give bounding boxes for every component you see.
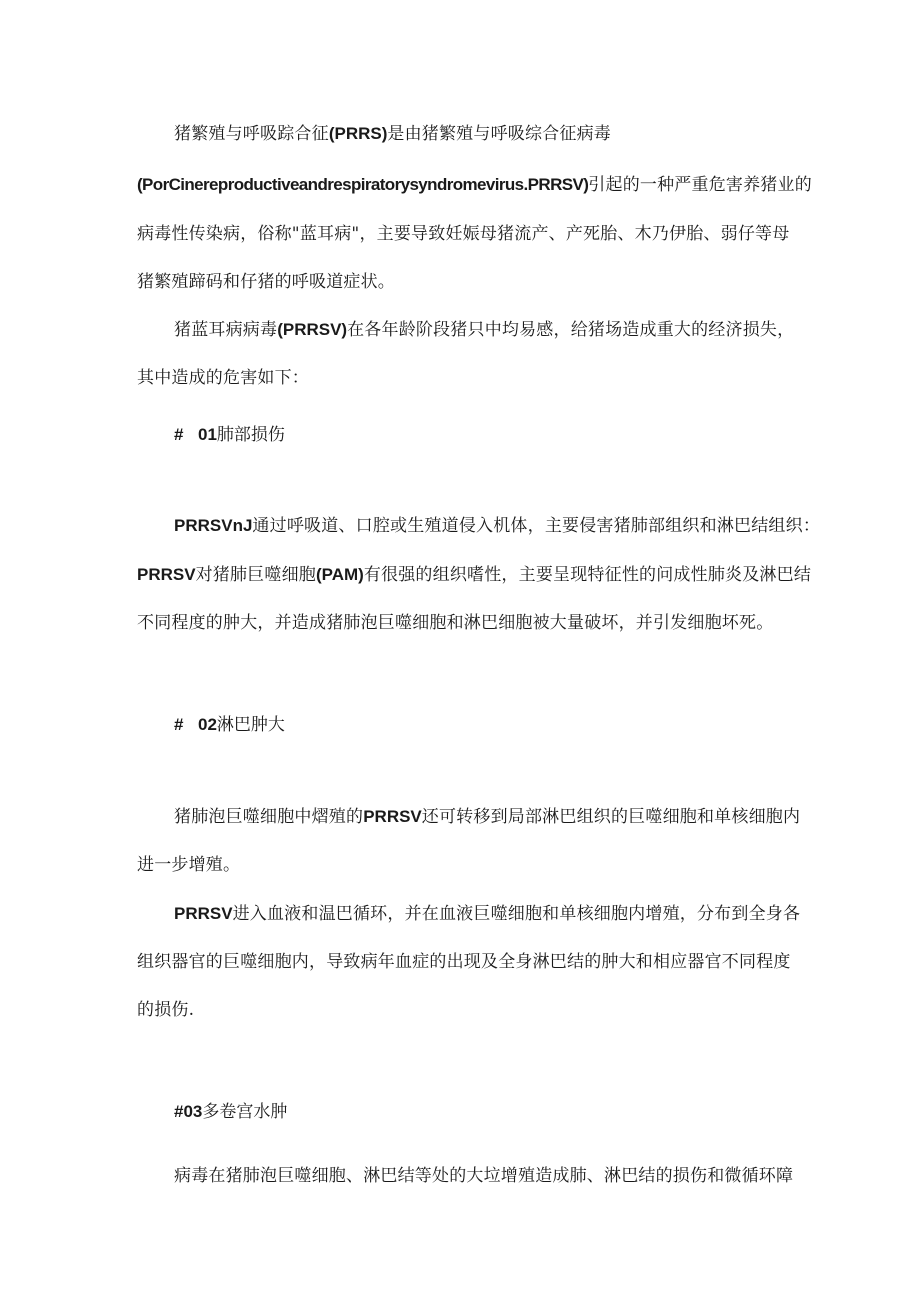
- intro-paragraph-1-line-1: 猪繁殖与呼吸踪合征(PRRS)是由猪繁殖与呼吸综合征病毒: [174, 124, 611, 144]
- section-02-paragraph-2-line-2: 组织器官的巨噬细胞内，导致病年血症的出现及全身淋巴结的肿大和相应器官不同程度: [137, 952, 791, 972]
- section-heading-02: # 02淋巴肿大: [174, 715, 285, 735]
- intro-paragraph-2-line-1: 猪蓝耳病病毒(PRRSV)在各年龄阶段猪只中均易感，给猪场造成重大的经济损失，: [174, 320, 795, 340]
- section-02-paragraph-1-line-2: 进一步增殖。: [137, 855, 241, 875]
- intro-paragraph-2-line-2: 其中造成的危害如下：: [137, 368, 309, 388]
- section-01-line-3: 不同程度的肿大，并造成猪肺泡巨噬细胞和淋巴细胞被大量破坏，并引发细胞坏死。: [137, 613, 774, 633]
- section-01-line-1: PRRSVnJ通过呼吸道、口腔或生殖道侵入机体，主要侵害猪肺部组织和淋巴结组织：: [174, 516, 821, 536]
- intro-paragraph-1-line-2: (PorCinereproductiveandrespiratorysyndromevirus.PRRSV)引起的一种严重危害养猪业的: [137, 175, 812, 195]
- section-02-paragraph-2-line-1: PRRSV进入血液和温巴循环，并在血液巨噬细胞和单核细胞内增殖，分布到全身各: [174, 904, 801, 924]
- intro-paragraph-1-line-4: 猪繁殖蹄码和仔猪的呼吸道症状。: [137, 272, 395, 292]
- section-03-line-1: 病毒在猪肺泡巨噬细胞、淋巴结等处的大垃增殖造成肺、淋巴结的损伤和微循环障: [174, 1166, 794, 1186]
- section-02-paragraph-2-line-3: 的损伤.: [137, 1000, 195, 1020]
- intro-paragraph-1-line-3: 病毒性传染病，俗称"蓝耳病"，主要导致妊娠母猪流产、产死胎、木乃伊胎、弱仔等母: [137, 224, 790, 244]
- section-heading-01: # 01肺部损伤: [174, 425, 285, 445]
- section-heading-03: #03多卷宫水肿: [174, 1102, 288, 1122]
- section-02-paragraph-1-line-1: 猪肺泡巨噬细胞中熠殖的PRRSV还可转移到局部淋巴组织的巨噬细胞和单核细胞内: [174, 807, 801, 827]
- section-01-line-2: PRRSV对猪肺巨噬细胞(PAM)有很强的组织嗜性，主要呈现特征性的问成性肺炎及淋巴结: [137, 565, 812, 585]
